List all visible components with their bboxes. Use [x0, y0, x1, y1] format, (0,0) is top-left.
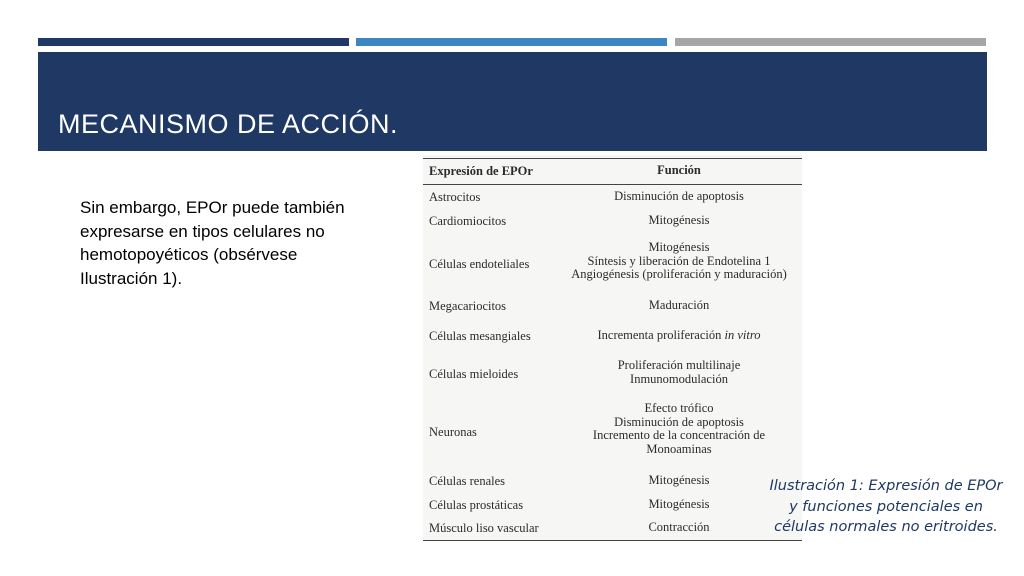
function-line: Inmunomodulación [630, 371, 728, 386]
function-line: Angiogénesis (proliferación y maduración) [571, 267, 787, 282]
function-line: Incremento de la concentración de [592, 428, 766, 443]
function-line: Disminución de apoptosis [614, 414, 744, 429]
table-cell-function [559, 241, 799, 282]
accent-bar-dark-blue [38, 38, 349, 46]
function-line: Proliferación multilinaje [617, 358, 741, 372]
function-line: Monoaminas [646, 441, 712, 456]
table-header-rule [423, 184, 802, 185]
table-cell-function: Disminución de apoptosis [614, 189, 744, 203]
table-bottom-rule [423, 540, 802, 541]
table-cell-type: Células endoteliales [429, 257, 530, 271]
table-cell-type: Cardiomiocitos [429, 214, 507, 228]
table-cell-function [559, 359, 799, 386]
table-cell-function: Mitogénesis [648, 497, 710, 511]
table-cell-type: Astrocitos [429, 190, 481, 204]
function-text: Incrementa proliferación [597, 328, 722, 342]
body-paragraph: Sin embargo, EPOr puede también expresarse en tipos celulares no hemotopoyéticos (obsérvese Ilustración 1). [80, 198, 345, 288]
function-line: Mitogénesis [648, 240, 710, 254]
function-text-italic: in vitro [724, 328, 761, 342]
table-cell-function: Maduración [648, 298, 710, 312]
function-line: Síntesis y liberación de Endotelina 1 [587, 253, 771, 268]
table-cell-function [559, 402, 799, 456]
table-cell-type: Células mesangiales [429, 329, 531, 343]
table-cell-function: Contracción [648, 520, 710, 534]
function-line: Efecto trófico [644, 401, 714, 415]
table-header-function: Función [657, 163, 701, 177]
table-cell-function [559, 329, 799, 343]
table-cell-type: Músculo liso vascular [429, 521, 539, 535]
accent-bar-light-blue [356, 38, 667, 46]
table-cell-type: Células renales [429, 474, 506, 488]
table-cell-type: Células prostáticas [429, 498, 524, 512]
table-cell-type: Neuronas [429, 425, 477, 439]
figure-caption: Ilustración 1: Expresión de EPOr y funciones potenciales en células normales no eritroides. [769, 478, 1003, 535]
table-top-rule [423, 158, 802, 159]
epor-expression-table [423, 155, 802, 541]
table-cell-type: Células mieloides [429, 367, 519, 381]
slide-title: MECANISMO DE ACCIÓN. [58, 109, 399, 139]
accent-bar-gray [675, 38, 986, 46]
table-cell-type: Megacariocitos [429, 299, 507, 313]
table-cell-function: Mitogénesis [648, 213, 710, 227]
table-header-expression: Expresión de EPOr [429, 164, 533, 178]
table-cell-function: Mitogénesis [648, 473, 710, 487]
